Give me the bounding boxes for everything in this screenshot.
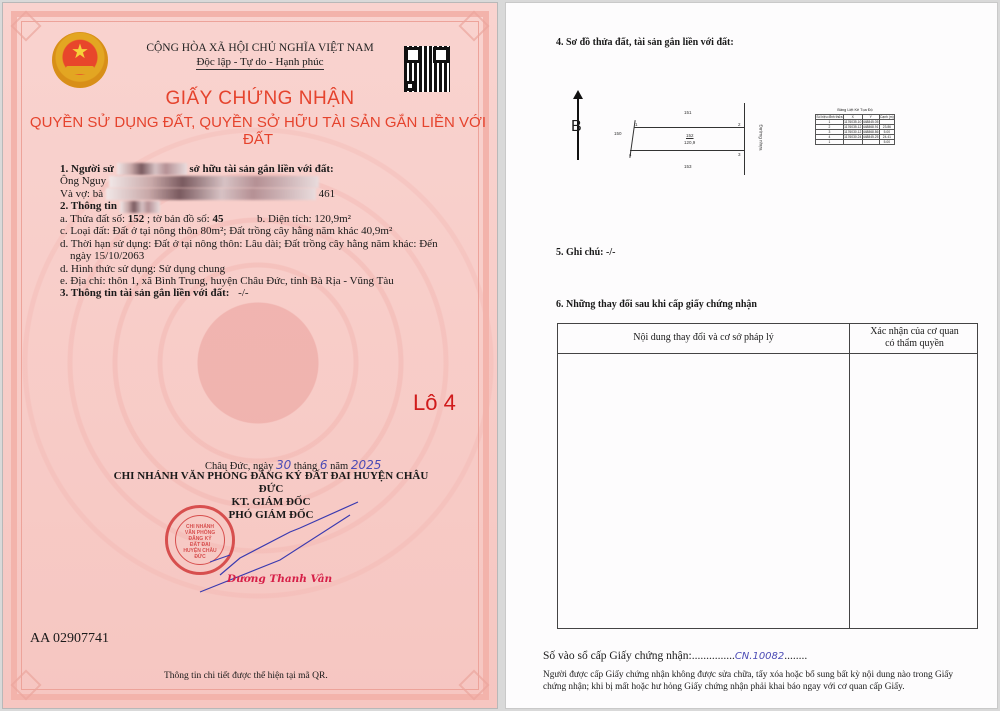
table-row: 3 1176030.12 448868.86 5.00 <box>816 130 895 135</box>
usage-term-end-date: ngày 15/10/2063 <box>70 250 145 263</box>
section-3: 3. Thông tin tài sản gắn liền với đất: -/- <box>60 287 249 300</box>
redacted-text <box>106 188 316 200</box>
section-2-heading: 2. Thông tin <box>60 200 455 212</box>
column-header-confirmation: Xác nhận của cơ quan có thẩm quyền <box>870 326 959 349</box>
certificate-title: GIẤY CHỨNG NHẬN <box>165 88 355 109</box>
issue-day: 30 <box>276 458 292 472</box>
issue-month: 6 <box>319 458 328 472</box>
land-type: c. Loại đất: Đất ở tại nông thôn 80m²; Đất trồng cây hằng năm khác 40,9m² <box>60 225 393 238</box>
road-label: Đường nhựa <box>758 124 764 151</box>
issue-date: Châu Đức, ngày 30 tháng 6 năm 2025 <box>205 458 382 472</box>
lot-annotation: Lô 4 <box>413 390 456 415</box>
parcel-address: e. Địa chỉ: thôn 1, xã Bình Trung, huyện Châu Đức, tỉnh Bà Rịa - Vũng Tàu <box>60 274 394 287</box>
spouse-name: Và vợ: bà 461 <box>60 187 336 200</box>
registration-number: Số vào sổ cấp Giấy chứng nhận:...............CN.10082........ <box>543 650 808 662</box>
official-seal-icon: CHI NHÁNH VĂN PHÒNG ĐĂNG KÝ ĐẤT ĐAI HUYỆN CHÂU ĐỨC <box>165 505 235 575</box>
map-sheet-number: 45 <box>212 212 224 225</box>
owner-name: Ông Nguy <box>60 175 455 187</box>
changes-table <box>557 323 978 629</box>
issuing-agency: CHI NHÁNH VĂN PHÒNG ĐĂNG KÝ ĐẤT ĐAI HUYỆN CHÂU ĐỨC KT. GIÁM ĐỐC PHÓ GIÁM ĐỐC <box>113 470 429 521</box>
table-row: 1 5.00 <box>816 140 895 145</box>
republic-header: CỘNG HÒA XÃ HỘI CHỦ NGHĨA VIỆT NAM <box>146 42 374 54</box>
area-value: 120,9m² <box>314 212 351 225</box>
registration-value: CN.10082 <box>734 651 785 662</box>
qr-code-icon[interactable] <box>404 46 450 92</box>
parcel-info: a. Thửa đất số: 152 ; tờ bản đồ số: 45 b. Diện tích: 120,9m² <box>60 212 351 225</box>
table-row: 4 1176030.24 448845.25 24.41 <box>816 135 895 140</box>
section-4-heading: 4. Sơ đồ thửa đất, tài sản gắn liền với đất: <box>556 37 734 48</box>
table-row: 2 1176035.12 448868.91 23.86 <box>816 125 895 130</box>
section-6-heading: 6. Những thay đổi sau khi cấp giấy chứng nhận <box>556 299 757 310</box>
redacted-text <box>109 176 319 188</box>
redacted-text <box>120 201 160 213</box>
usage-term: d. Thời hạn sử dụng: Đất ở tại nông thôn: Lâu dài; Đất trồng cây hằng năm khác: Đến <box>60 237 438 250</box>
qr-note: Thông tin chi tiết được thể hiện tại mã QR. <box>164 671 328 681</box>
legal-notice: Người được cấp Giấy chứng nhận không được sửa chữa, tẩy xóa hoặc bổ sung bất kỳ nội dung nào trong Giấy chứng nhận; khi bị mất hoặc hư hỏng Giấy chứng nhận phải khai báo ngay với cơ quan cấp Giấy. <box>543 670 954 692</box>
star-icon: ★ <box>71 41 89 63</box>
certificate-body <box>60 163 455 300</box>
table-row: 1 1176035.10 448845.05 <box>816 120 895 125</box>
parcel-area: 120,9 <box>684 140 696 145</box>
coordinate-table: Bảng Liệt Kê Tọa Độ Số hiệu đỉnh thửa X Y Cạnh (m) 1 1176035.10 448845.05 2 1176035.12 448868.91 23.86 3 1176030.12 448868.86 5.00 4 1176030.24 448845.25 24.41 1 5.00 <box>816 108 894 144</box>
parcel-diagram: 151 150 153 152 120,9 Đường nhựa 1 2 3 4 <box>624 100 764 175</box>
serial-number: AA 02907741 <box>30 631 109 646</box>
redacted-text <box>117 163 187 175</box>
issue-year: 2025 <box>350 458 382 472</box>
parcel-number: 152 <box>127 212 145 225</box>
usage-form: d. Hình thức sử dụng: Sử dụng chung <box>60 262 226 275</box>
signer-name: Dương Thanh Vân <box>227 573 333 585</box>
national-emblem-icon <box>52 32 108 88</box>
parcel-label: 152 <box>686 133 694 138</box>
section-1-heading: 1. Người sử sở hữu tài sản gắn liền với đất: <box>60 163 334 175</box>
certificate-subtitle: QUYỀN SỬ DỤNG ĐẤT, QUYỀN SỞ HỮU TÀI SẢN GẮN LIỀN VỚI ĐẤT <box>29 114 487 148</box>
column-header-changes: Nội dung thay đổi và cơ sở pháp lý <box>633 332 774 343</box>
section-5-notes: 5. Ghi chú: -/- <box>556 247 616 258</box>
north-label: B <box>571 118 582 135</box>
national-motto: Độc lập - Tự do - Hạnh phúc <box>196 56 324 68</box>
